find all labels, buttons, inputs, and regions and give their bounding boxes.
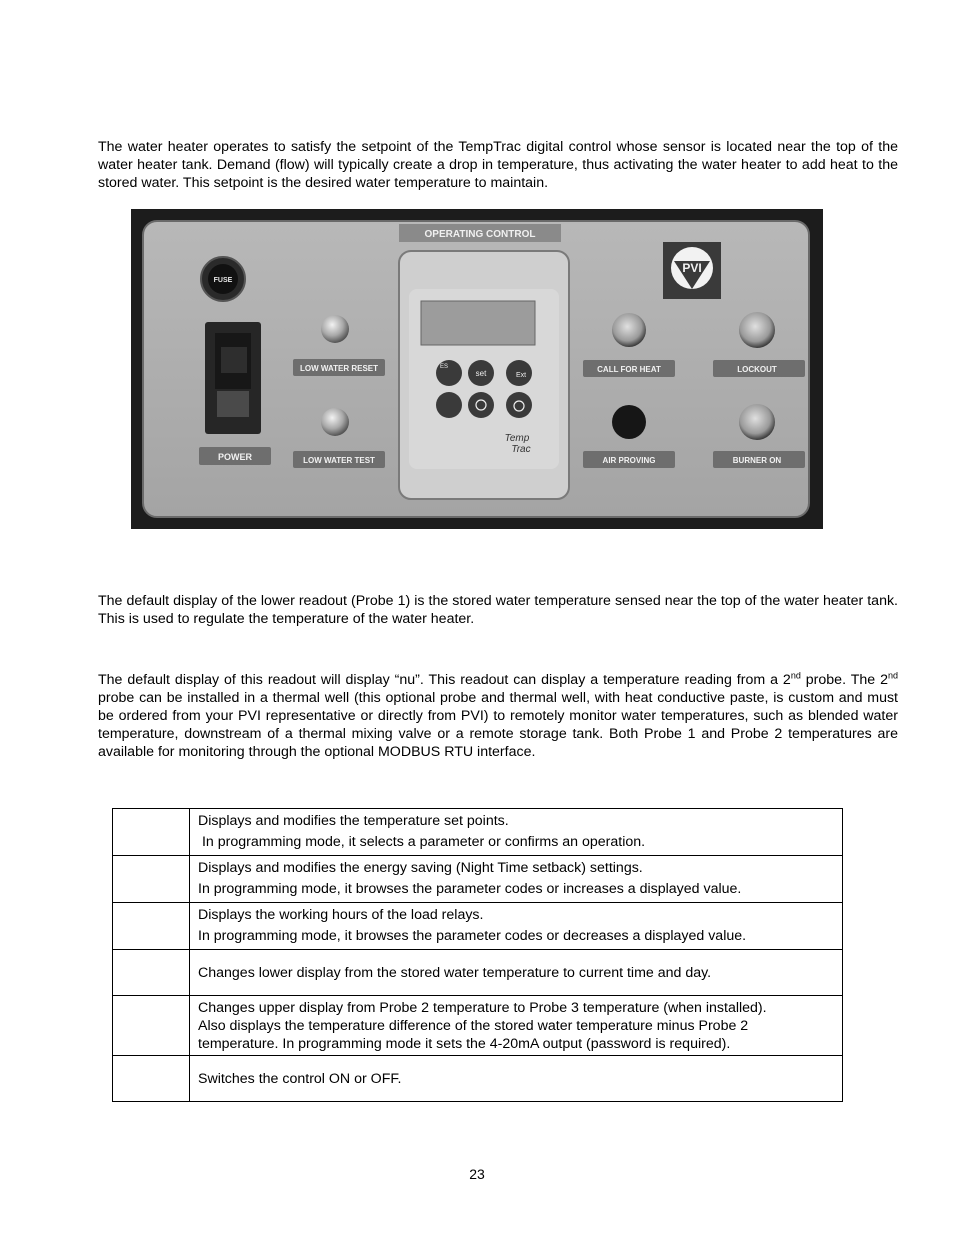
pvi-logo [663, 242, 721, 299]
table-row [113, 996, 843, 1056]
table-row [113, 903, 843, 950]
key-description-cell [190, 856, 843, 903]
key-description-cell [190, 809, 843, 856]
down-key [436, 392, 462, 418]
power-switch [205, 322, 261, 434]
lower-readout-paragraph: The default display of the lower readout (Probe 1) is the stored water temperature sensed near the top of the water heater tank. This is used to regulate the temperature of the water heater. [98, 593, 898, 627]
upper-readout-text-1: The default display of this readout will display “nu”. This readout can display a temperature reading from a 2 [98, 672, 791, 688]
operating-control-panel-photo [131, 209, 823, 529]
key-image-cell [113, 856, 190, 903]
low-water-reset-label: LOW WATER RESET [299, 364, 379, 373]
description-line: temperature. In programming mode it sets the 4-20mA output (password is required). [198, 1035, 731, 1052]
air-proving-lamp [612, 405, 646, 439]
power-key [506, 392, 532, 418]
key-description-cell [190, 996, 843, 1056]
key-image-cell [113, 1056, 190, 1102]
key-set-label: set [475, 369, 487, 378]
description-line: Changes lower display from the stored water temperature to current time and day. [198, 964, 712, 981]
description-line: Displays the working hours of the load relays. [198, 907, 484, 923]
upper-readout-sup-2: nd [887, 670, 898, 681]
key-description-cell [190, 950, 843, 996]
key-ext-label: Ext [515, 372, 527, 379]
table-row [113, 856, 843, 903]
call-for-heat-label: CALL FOR HEAT [597, 365, 661, 374]
description-line: In programming mode, it browses the parameter codes or decreases a displayed value. [198, 928, 747, 944]
lockout-label: LOCKOUT [737, 365, 777, 374]
description-line: Changes upper display from Probe 2 temperature to Probe 3 temperature (when installed). [198, 999, 767, 1016]
upper-readout-sup-1: nd [790, 670, 801, 681]
key-function-table [112, 808, 843, 1102]
low-water-test-label: LOW WATER TEST [303, 456, 375, 465]
key-description-cell [190, 903, 843, 950]
description-line: Also displays the temperature difference of the stored water temperature minus Probe 2 [198, 1017, 749, 1034]
key-es-label: ES [440, 364, 449, 370]
table-row [113, 1056, 843, 1102]
clock-key [468, 392, 494, 418]
description-line: In programming mode, it browses the parameter codes or increases a displayed value. [198, 881, 742, 897]
lockout-lamp [739, 312, 775, 348]
page-number: 23 [469, 1166, 485, 1182]
fuse-label: FUSE [213, 277, 233, 284]
power-label: POWER [217, 452, 253, 462]
upper-readout-text-3: probe can be installed in a thermal well (this optional probe and thermal well, with heat conductive paste, is custom and must be ordered from your PVI representative or directly from PVI) to remotely monitor water temperatures, such as blended water temperature, downstream of a thermal mixing valve or a remote storage tank. Both Probe 1 and Probe 2 temperatures are available for monitoring through the optional MODBUS RTU interface. [98, 690, 898, 760]
burner-on-lamp [739, 404, 775, 440]
fuse-holder [201, 257, 245, 301]
operating-control-header [399, 224, 561, 242]
temptrac-controller [399, 251, 569, 499]
intro-paragraph: The water heater operates to satisfy the setpoint of the TempTrac digital control whose sensor is located near the top of the water heater tank. Demand (flow) will typically create a drop in temperature, thus activating the water heater to add heat to the stored water. This setpoint is the desired water temperature to maintain. [98, 139, 898, 191]
description-line: Displays and modifies the energy saving (Night Time setback) settings. [198, 860, 643, 876]
call-for-heat-lamp [612, 313, 646, 347]
controller-display [421, 301, 535, 345]
description-line: Switches the control ON or OFF. [198, 1070, 402, 1087]
key-description-cell [190, 1056, 843, 1102]
key-image-cell [113, 950, 190, 996]
low-water-test-button [321, 408, 349, 436]
burner-on-label: BURNER ON [732, 456, 782, 465]
key-image-cell [113, 903, 190, 950]
table-row [113, 809, 843, 856]
operating-control-label: OPERATING CONTROL [424, 229, 536, 240]
key-image-cell [113, 996, 190, 1056]
upper-readout-paragraph [98, 671, 898, 761]
description-line: In programming mode, it selects a parameter or confirms an operation. [198, 834, 646, 850]
description-line: Displays and modifies the temperature set points. [198, 813, 509, 829]
table-row [113, 950, 843, 996]
temptrac-logo-line2: Trac [511, 444, 531, 455]
temptrac-logo-line1: Temp [504, 433, 530, 444]
low-water-reset-button [321, 315, 349, 343]
key-image-cell [113, 809, 190, 856]
pvi-logo-text: PVI [682, 261, 702, 275]
upper-readout-text-2: probe. The 2 [800, 672, 888, 688]
air-proving-label: AIR PROVING [602, 456, 656, 465]
